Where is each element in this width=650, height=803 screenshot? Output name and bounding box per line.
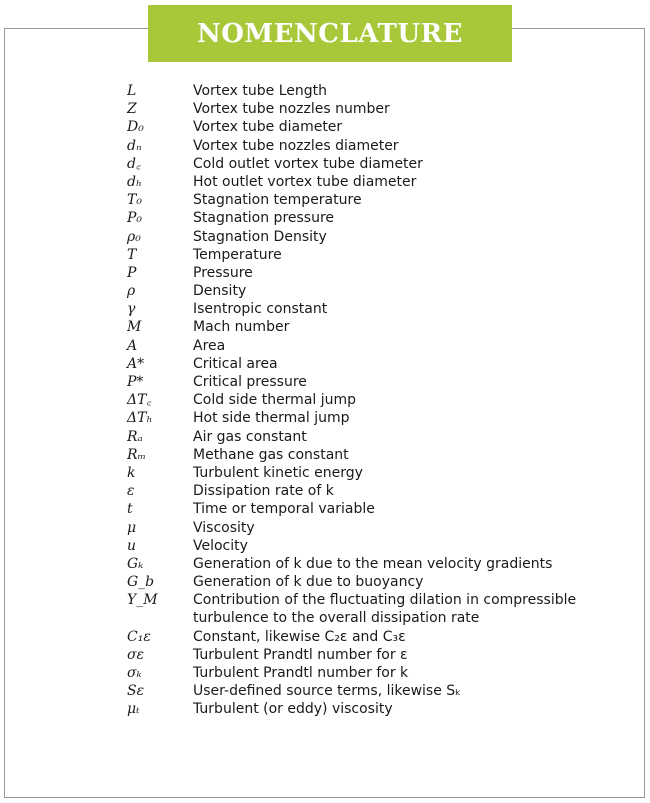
entry-symbol: C₁ε [127,628,151,645]
entry-description: Hot side thermal jump [193,410,350,427]
entry-symbol: Sε [127,683,145,700]
nomenclature-entry [0,282,650,300]
entry-symbol: ΔTₕ [127,410,153,427]
entry-symbol: Y_M [127,592,158,609]
entry-description: Cold side thermal jump [193,392,357,409]
entry-symbol: P* [127,374,144,390]
nomenclature-entry [0,209,650,227]
entry-description: Stagnation temperature [193,192,362,209]
entry-symbol: M [127,319,142,336]
entry-description: Dissipation rate of k [193,483,334,500]
nomenclature-entry [0,700,650,718]
entry-symbol: G_b [127,574,155,591]
entry-description: Time or temporal variable [193,501,375,518]
nomenclature-entry [0,228,650,246]
entry-description: Constant, likewise C₂ε and C₃ε [193,628,406,645]
nomenclature-entry [0,446,650,464]
entry-symbol: P [127,264,137,281]
entry-symbol: dₙ [127,137,142,154]
entry-symbol: A [127,337,138,354]
entry-symbol: t [127,501,133,518]
entry-symbol: σₖ [127,665,142,682]
entry-symbol: k [127,464,136,481]
nomenclature-entry [0,155,650,173]
nomenclature-entry [0,300,650,318]
nomenclature-entry [0,191,650,209]
nomenclature-entry [0,82,650,100]
nomenclature-entry [0,555,650,573]
entry-description: Air gas constant [193,428,307,445]
nomenclature-entry [0,646,650,664]
entry-description: Density [193,283,247,300]
entry-description: Turbulent Prandtl number for k [193,665,409,682]
entry-symbol: ε [127,483,135,500]
entry-symbol: Rₐ [127,428,143,445]
entry-description: Vortex tube nozzles diameter [193,137,399,154]
entry-description: Generation of k due to buoyancy [193,574,424,591]
entry-description-line: turbulence to the overall dissipation rate [193,610,480,627]
entry-description: Critical area [193,355,278,372]
entry-description: Cold outlet vortex tube diameter [193,155,423,172]
entry-symbol: σε [127,646,145,663]
nomenclature-entry [0,628,650,646]
nomenclature-entry [0,482,650,500]
nomenclature-entry [0,500,650,518]
entry-description: Vortex tube nozzles number [193,101,390,118]
entry-symbol: Z [127,101,137,118]
entry-description: Viscosity [193,519,255,536]
entry-symbol: D₀ [127,119,144,136]
entry-description: Vortex tube Length [193,83,328,99]
entry-description: Methane gas constant [193,446,349,463]
entry-description: Temperature [193,246,282,263]
nomenclature-entry [0,246,650,264]
entry-description: Vortex tube diameter [193,119,343,136]
entry-description: Mach number [193,319,290,336]
entry-symbol: A* [127,355,145,372]
entry-symbol: ΔT꜀ [127,392,152,409]
nomenclature-entry [0,173,650,191]
entry-description [193,591,603,627]
entry-description: Hot outlet vortex tube diameter [193,173,417,190]
entry-description-line: Contribution of the fluctuating dilation in compressible [193,592,577,609]
entry-description: Generation of k due to the mean velocity gradients [193,555,553,572]
nomenclature-entry [0,318,650,336]
entry-description: Isentropic constant [193,301,328,318]
nomenclature-entry [0,409,650,427]
entry-description: Turbulent Prandtl number for ε [193,646,408,663]
entry-description: Area [193,337,226,354]
nomenclature-entry [0,537,650,555]
entry-symbol: T [127,246,137,263]
entry-description: Pressure [193,264,253,281]
entry-symbol: dₕ [127,173,143,190]
entry-symbol: ρ₀ [127,228,141,245]
nomenclature-entry [0,591,650,627]
entry-symbol: L [127,83,137,99]
entry-symbol: T₀ [127,192,142,209]
entry-description: Stagnation pressure [193,210,335,227]
entry-symbol: Rₘ [127,446,147,463]
nomenclature-entry [0,664,650,682]
entry-symbol: μₜ [127,701,140,718]
entry-description: Turbulent kinetic energy [193,464,363,481]
entry-symbol: Gₖ [127,555,144,572]
entry-symbol: ρ [127,283,136,300]
nomenclature-entry [0,682,650,700]
nomenclature-entry [0,355,650,373]
entry-symbol: P₀ [127,210,143,227]
entry-description: User-defined source terms, likewise Sₖ [193,683,462,700]
nomenclature-entry [0,137,650,155]
nomenclature-entry [0,118,650,136]
entry-description: Velocity [193,537,248,554]
entry-symbol: γ [127,301,136,318]
entry-symbol: μ [127,519,137,536]
entry-symbol: u [127,537,137,554]
entry-description: Stagnation Density [193,228,327,245]
nomenclature-entry [0,573,650,591]
nomenclature-entry [0,391,650,409]
nomenclature-entry [0,373,650,391]
nomenclature-entry [0,428,650,446]
nomenclature-entry [0,464,650,482]
nomenclature-list [0,82,650,719]
nomenclature-entry [0,519,650,537]
nomenclature-title: NOMENCLATURE [148,5,512,62]
nomenclature-entry [0,100,650,118]
entry-symbol: d꜀ [127,155,141,172]
nomenclature-entry [0,264,650,282]
entry-description: Turbulent (or eddy) viscosity [193,701,393,718]
entry-description: Critical pressure [193,374,307,390]
nomenclature-entry [0,337,650,355]
